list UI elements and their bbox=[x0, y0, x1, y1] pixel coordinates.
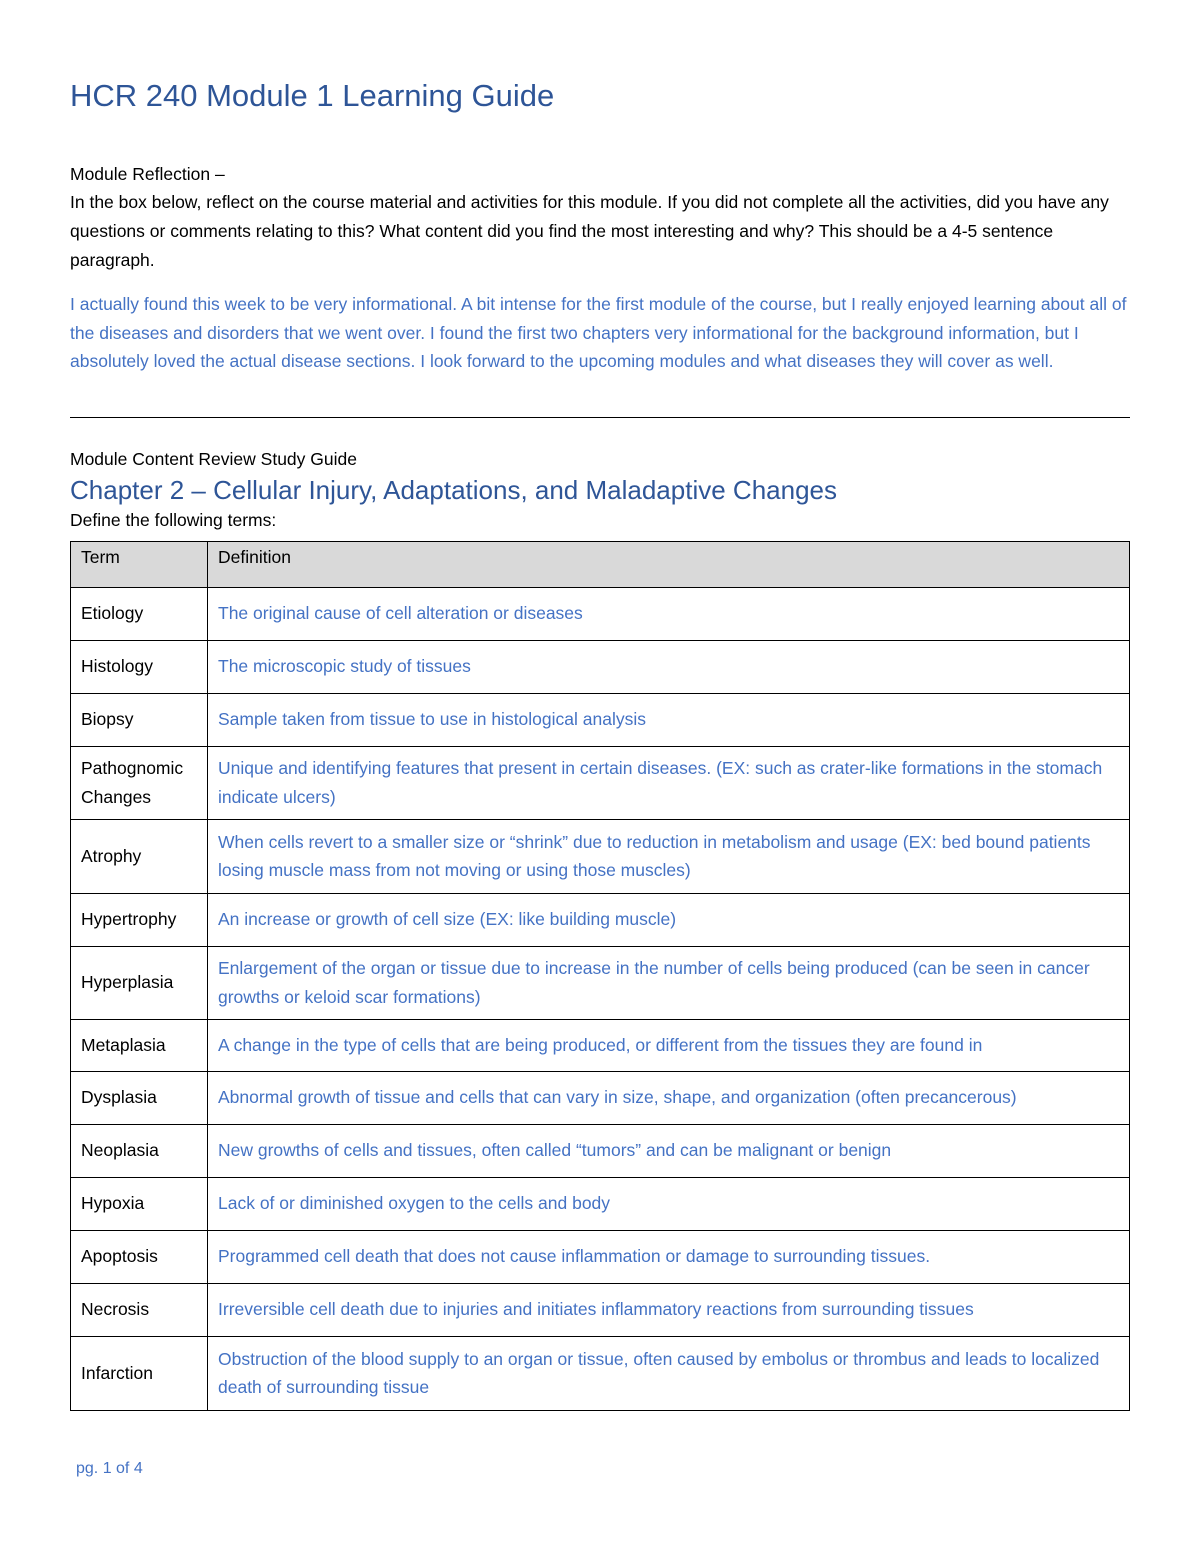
definition-cell: Unique and identifying features that present in certain diseases. (EX: such as crater-like formations in the stomach indicate ulcers) bbox=[208, 746, 1130, 819]
definition-cell: Programmed cell death that does not cause inflammation or damage to surrounding tissues. bbox=[208, 1230, 1130, 1283]
term-cell: Dysplasia bbox=[71, 1071, 208, 1124]
term-cell: Metaplasia bbox=[71, 1019, 208, 1071]
definition-cell: Irreversible cell death due to injuries and initiates inflammatory reactions from surrounding tissues bbox=[208, 1283, 1130, 1336]
term-cell: Etiology bbox=[71, 587, 208, 640]
table-row bbox=[71, 1124, 1130, 1177]
table-row bbox=[71, 640, 1130, 693]
term-cell: Neoplasia bbox=[71, 1124, 208, 1177]
chapter-title: Chapter 2 – Cellular Injury, Adaptations, and Maladaptive Changes bbox=[70, 474, 837, 505]
definition-cell: When cells revert to a smaller size or “shrink” due to reduction in metabolism and usage (EX: bed bound patients losing muscle mass from not moving or using those muscles) bbox=[208, 819, 1130, 893]
definition-cell: Obstruction of the blood supply to an organ or tissue, often caused by embolus or thrombus and leads to localized death of surrounding tissue bbox=[208, 1336, 1130, 1410]
definition-cell: Sample taken from tissue to use in histological analysis bbox=[208, 693, 1130, 746]
definition-cell: Lack of or diminished oxygen to the cells and body bbox=[208, 1177, 1130, 1230]
table-row bbox=[71, 819, 1130, 893]
term-cell: Hypoxia bbox=[71, 1177, 208, 1230]
terms-table bbox=[70, 541, 1130, 1411]
table-row bbox=[71, 1177, 1130, 1230]
table-row bbox=[71, 693, 1130, 746]
table-row bbox=[71, 1336, 1130, 1410]
term-cell: Pathognomic Changes bbox=[71, 746, 208, 819]
table-row bbox=[71, 1019, 1130, 1071]
table-row bbox=[71, 746, 1130, 819]
table-row bbox=[71, 893, 1130, 946]
definition-cell: The original cause of cell alteration or diseases bbox=[208, 587, 1130, 640]
definition-cell: Enlargement of the organ or tissue due to increase in the number of cells being produced (can be seen in cancer growths or keloid scar formations) bbox=[208, 946, 1130, 1019]
reflection-answer: I actually found this week to be very informational. A bit intense for the first module of the course, but I really enjoyed learning about all of the diseases and disorders that we went over. I found the first two chapters very informational for the background information, but I absolutely loved the actual disease sections. I look forward to the upcoming modules and what diseases they will cover as well. bbox=[70, 294, 1127, 371]
table-row bbox=[71, 1071, 1130, 1124]
term-cell: Hypertrophy bbox=[71, 893, 208, 946]
term-cell: Atrophy bbox=[71, 819, 208, 893]
term-cell: Hyperplasia bbox=[71, 946, 208, 1019]
table-header-row bbox=[71, 541, 1130, 587]
definition-cell: Abnormal growth of tissue and cells that can vary in size, shape, and organization (often precancerous) bbox=[208, 1071, 1130, 1124]
definition-cell: An increase or growth of cell size (EX: like building muscle) bbox=[208, 893, 1130, 946]
definition-cell: New growths of cells and tissues, often called “tumors” and can be malignant or benign bbox=[208, 1124, 1130, 1177]
document-title: HCR 240 Module 1 Learning Guide bbox=[70, 78, 555, 113]
section-divider bbox=[70, 417, 1130, 418]
definition-cell: A change in the type of cells that are being produced, or different from the tissues they are found in bbox=[208, 1019, 1130, 1071]
definition-cell: The microscopic study of tissues bbox=[208, 640, 1130, 693]
term-cell: Apoptosis bbox=[71, 1230, 208, 1283]
term-cell: Biopsy bbox=[71, 693, 208, 746]
document-page bbox=[70, 70, 1130, 1411]
term-cell: Necrosis bbox=[71, 1283, 208, 1336]
header-term: Term bbox=[71, 541, 208, 587]
term-cell: Histology bbox=[71, 640, 208, 693]
reflection-prompt: In the box below, reflect on the course material and activities for this module. If you did not complete all the activities, did you have any questions or comments relating to this? What content did you find the most interesting and why? This should be a 4-5 sentence paragraph. bbox=[70, 192, 1109, 270]
header-definition: Definition bbox=[208, 541, 1130, 587]
table-row bbox=[71, 1283, 1130, 1336]
table-row bbox=[71, 587, 1130, 640]
table-row bbox=[71, 1230, 1130, 1283]
term-cell: Infarction bbox=[71, 1336, 208, 1410]
define-instruction: Define the following terms: bbox=[70, 509, 277, 530]
page-number: pg. 1 of 4 bbox=[76, 1460, 143, 1477]
study-guide-heading: Module Content Review Study Guide bbox=[70, 448, 357, 469]
table-row bbox=[71, 946, 1130, 1019]
reflection-heading: Module Reflection – bbox=[70, 164, 225, 184]
